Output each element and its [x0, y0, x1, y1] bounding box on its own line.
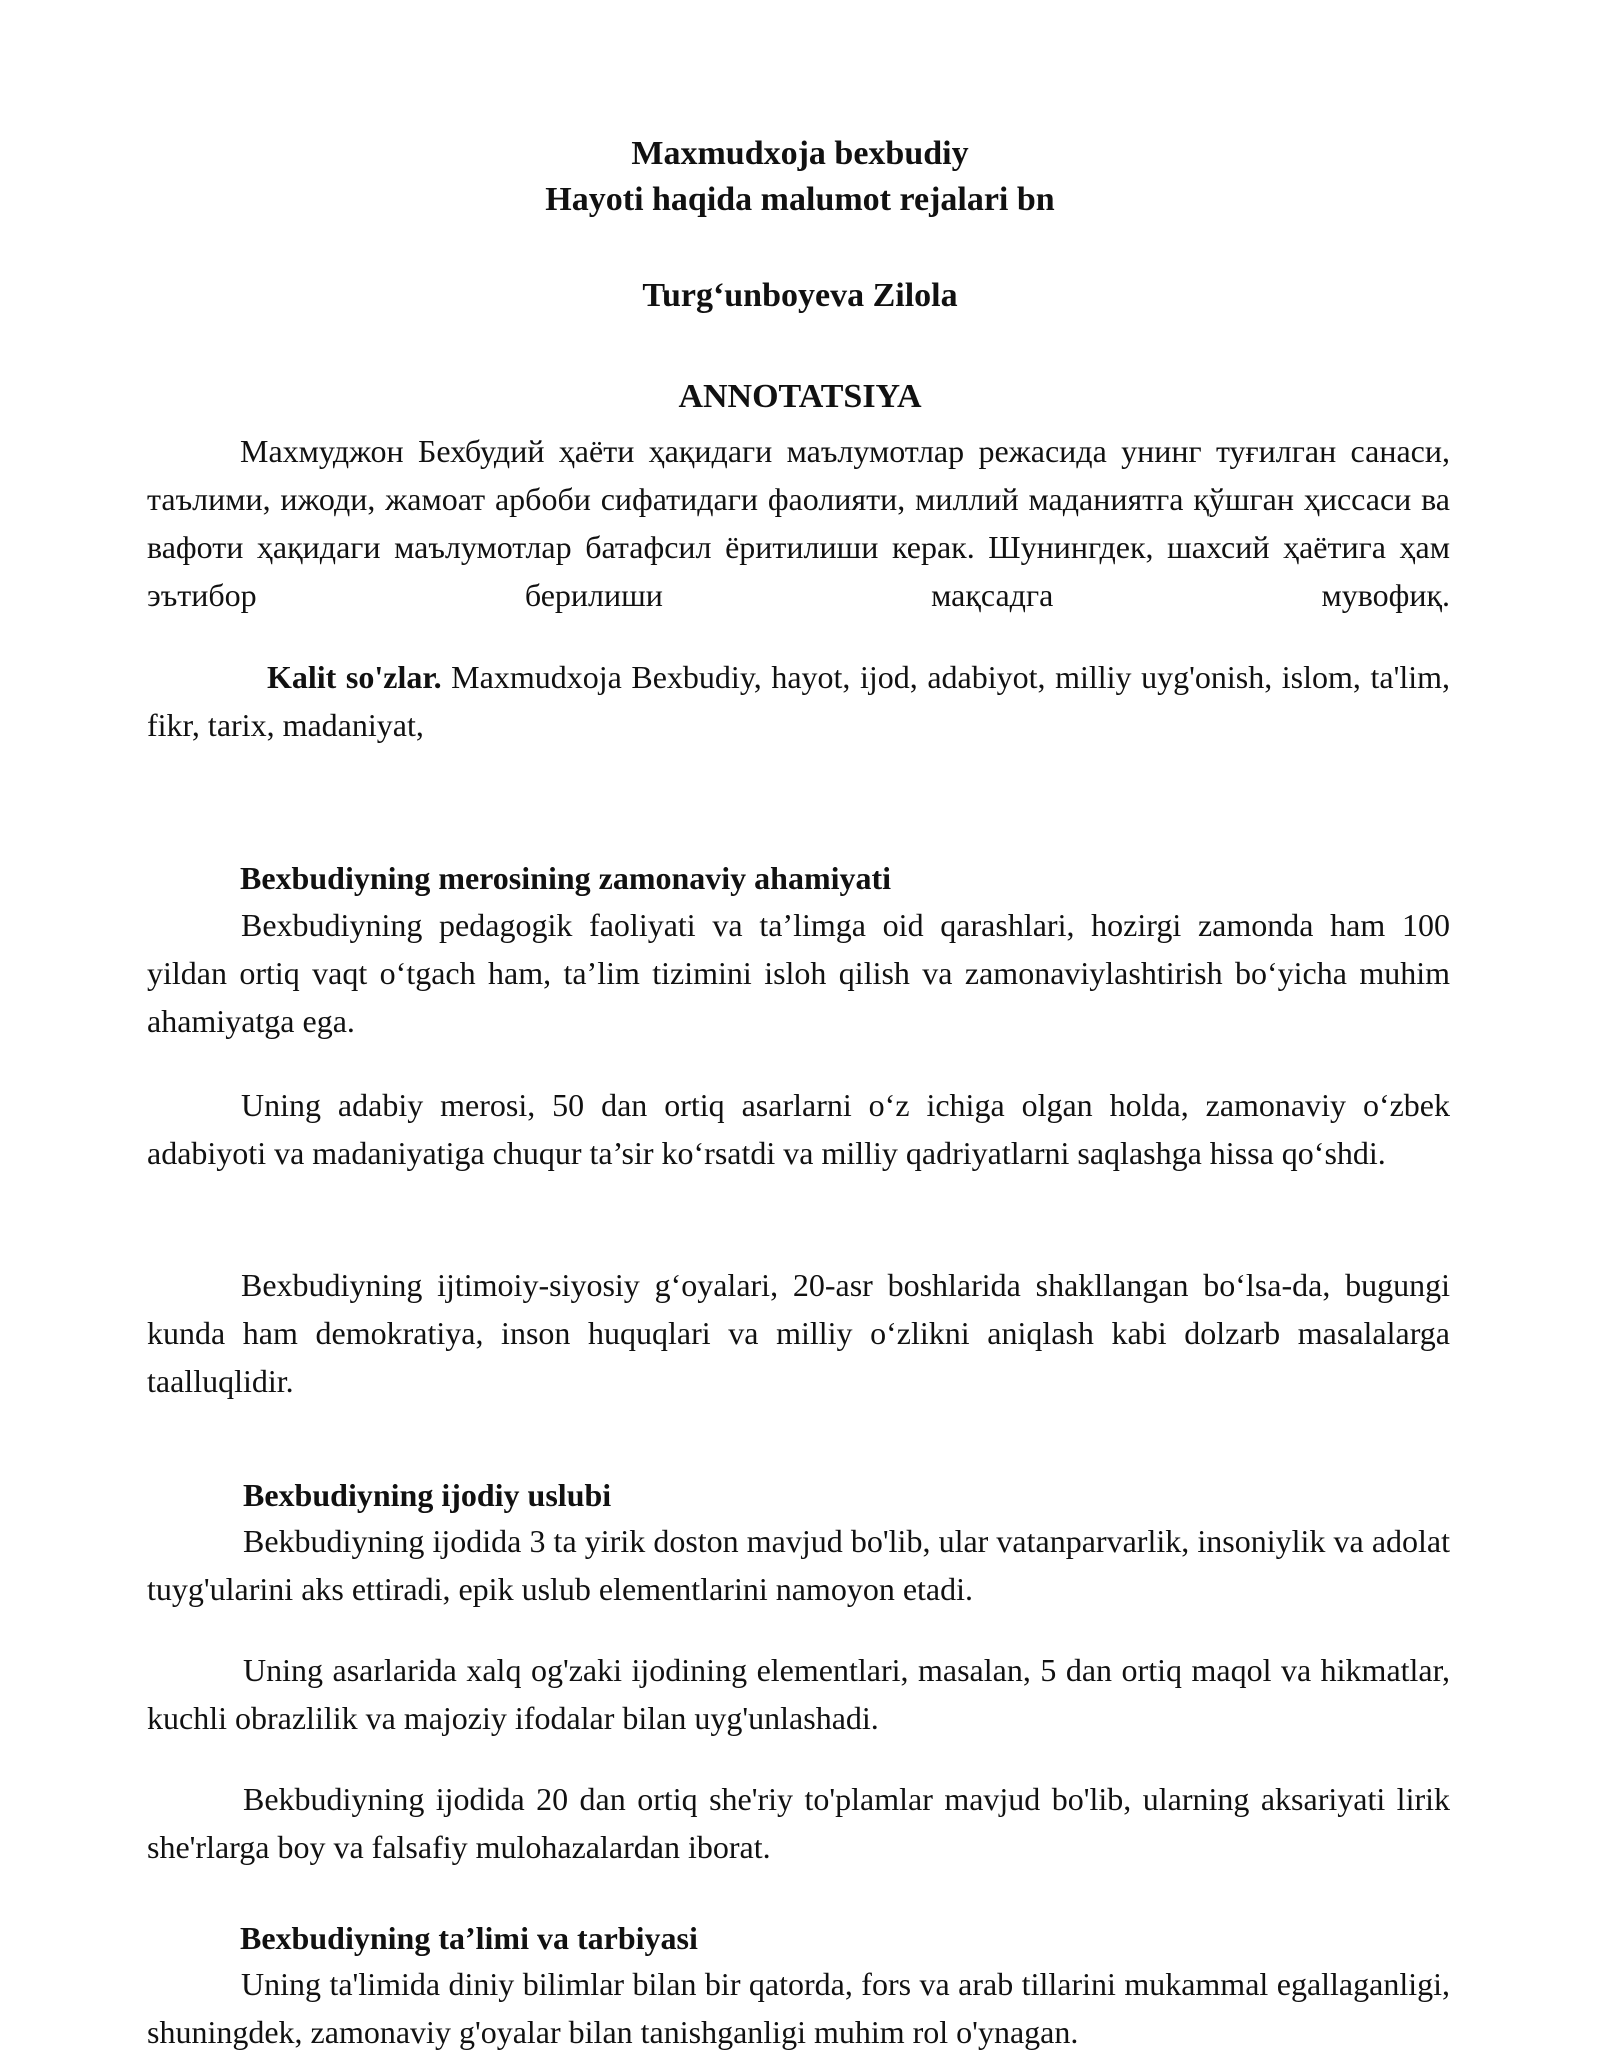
section-paragraph: Uning adabiy merosi, 50 dan ortiq asarlarni o‘z ichiga olgan holda, zamonaviy o‘zbek adabiyoti va madaniyatiga chuqur ta’sir ko‘rsatdi va milliy qadriyatlarni saqlashga hissa qo‘shdi.: [147, 1087, 1450, 1171]
section-heading: Bexbudiyning ijodiy uslubi: [243, 1477, 612, 1513]
keywords-paragraph: [147, 653, 1450, 749]
section-paragraph: Uning ta'limida diniy bilimlar bilan bir qatorda, fors va arab tillarini mukammal egallaganligi, shuningdek, zamonaviy g'oyalar bilan tanishganligi muhim rol o'ynagan.: [147, 1966, 1450, 2050]
document-title-line1: Maxmudxoja bexbudiy: [631, 135, 969, 172]
keywords-text: Maxmudxoja Bexbudiy, hayot, ijod, adabiyot, milliy uyg'onish, islom, ta'lim, fikr, tarix, madaniyat,: [147, 659, 1451, 743]
section-paragraph: Bekbudiyning ijodida 20 dan ortiq she'riy to'plamlar mavjud bo'lib, ularning aksariyati lirik she'rlarga boy va falsafiy mulohazalardan iborat.: [147, 1781, 1450, 1865]
document-title-line2: Hayoti haqida malumot rejalari bn: [545, 181, 1055, 218]
author-name: Turg‘unboyeva Zilola: [642, 277, 958, 314]
section-heading: Bexbudiyning ta’limi va tarbiyasi: [240, 1920, 698, 1956]
annotation-heading: ANNOTATSIYA: [678, 378, 922, 415]
section-paragraph: Bexbudiyning ijtimoiy-siyosiy g‘oyalari, 20-asr boshlarida shakllangan bo‘lsa-da, bugungi kunda ham demokratiya, inson huquqlari va milliy o‘zlikni aniqlash kabi dolzarb masalalarga taalluqlidir.: [147, 1267, 1450, 1399]
section-paragraph: Bekbudiyning ijodida 3 ta yirik doston mavjud bo'lib, ular vatanparvarlik, insoniylik va adolat tuyg'ularini aks ettiradi, epik uslub elementlarini namoyon etadi.: [147, 1523, 1450, 1607]
section-paragraph: Bexbudiyning pedagogik faoliyati va ta’limga oid qarashlari, hozirgi zamonda ham 100 yildan ortiq vaqt o‘tgach ham, ta’lim tizimini isloh qilish va zamonaviylashtirish bo‘yicha muhim ahamiyatga ega.: [147, 907, 1450, 1039]
annotation-paragraph: Махмуджон Бехбудий ҳаёти ҳақидаги маълумотлар режасида унинг туғилган санаси, таълими, ижоди, жамоат арбоби сифатидаги фаолияти, миллий маданиятга қўшган ҳиссаси ва вафоти ҳақидаги маълумотлар батафсил ёритилиши керак. Шунингдек, шахсий ҳаётига ҳам эътибор берилиши мақсадга мувофиқ.: [147, 433, 1450, 613]
section-heading: Bexbudiyning merosining zamonaviy ahamiyati: [240, 860, 892, 896]
keywords-label: Kalit so'zlar.: [267, 659, 442, 695]
section-paragraph: Uning asarlarida xalq og'zaki ijodining elementlari, masalan, 5 dan ortiq maqol va hikmatlar, kuchli obrazlilik va majoziy ifodalar bilan uyg'unlashadi.: [147, 1652, 1450, 1736]
